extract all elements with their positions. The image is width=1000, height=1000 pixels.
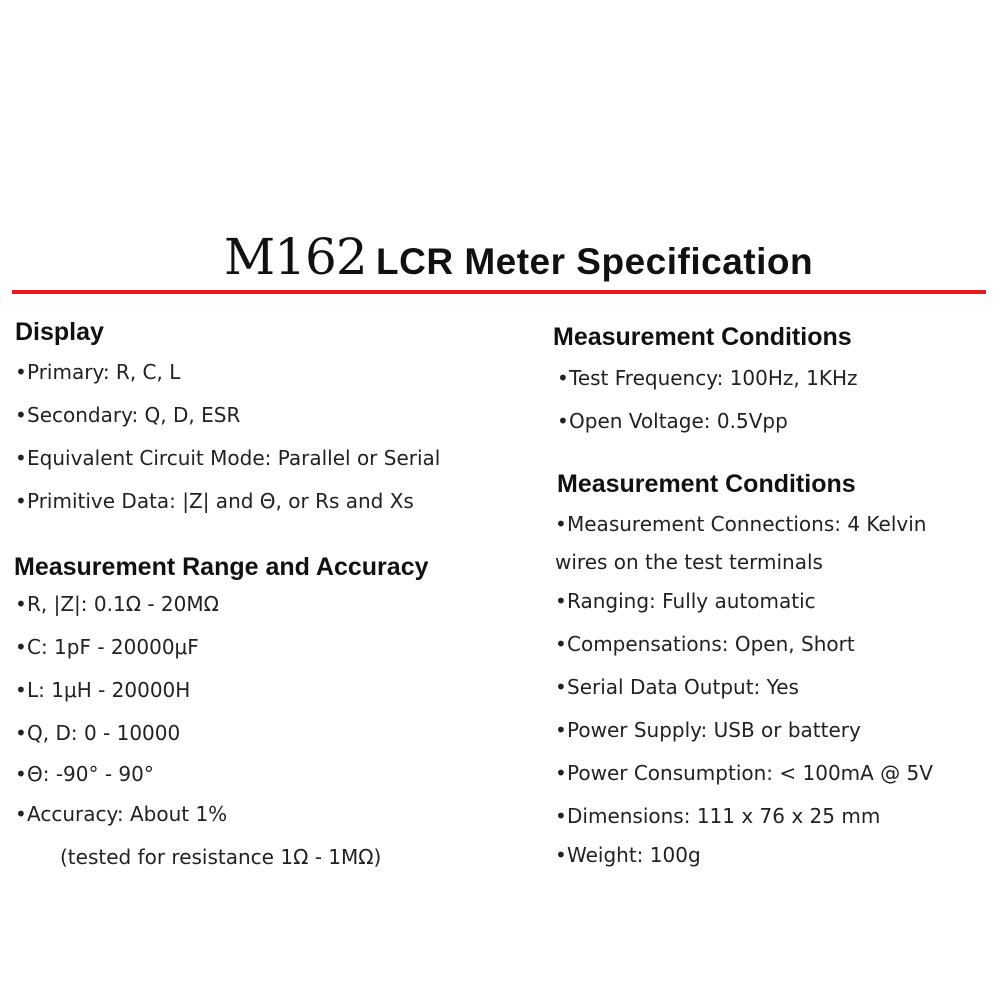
list-item bbox=[557, 408, 788, 434]
title-divider bbox=[12, 290, 986, 294]
item-text: Dimensions: 111 x 76 x 25 mm bbox=[567, 804, 881, 828]
bullet-icon: • bbox=[555, 718, 567, 742]
item-text: Q, D: 0 - 10000 bbox=[27, 721, 181, 745]
display-heading: Display bbox=[15, 318, 104, 346]
item-text: Ranging: Fully automatic bbox=[567, 589, 816, 613]
item-text: Power Consumption: < 100mA @ 5V bbox=[567, 761, 933, 785]
list-item bbox=[555, 511, 926, 537]
model-name: M162 bbox=[224, 228, 367, 286]
bullet-icon: • bbox=[555, 843, 567, 867]
bullet-icon: • bbox=[555, 632, 567, 656]
bullet-icon: • bbox=[555, 761, 567, 785]
list-item bbox=[15, 591, 219, 617]
bullet-icon: • bbox=[15, 762, 27, 786]
list-item bbox=[555, 674, 799, 700]
list-item bbox=[15, 445, 440, 471]
page-title: LCR Meter Specification bbox=[376, 241, 814, 282]
bullet-icon: • bbox=[15, 360, 27, 384]
bullet-icon: • bbox=[15, 678, 27, 702]
item-text: Secondary: Q, D, ESR bbox=[27, 403, 241, 427]
item-text: Primitive Data: |Z| and Θ, or Rs and Xs bbox=[27, 489, 414, 513]
item-text: Serial Data Output: Yes bbox=[567, 675, 799, 699]
title-row bbox=[0, 228, 1000, 288]
item-text: Power Supply: USB or battery bbox=[567, 718, 861, 742]
bullet-icon: • bbox=[15, 721, 27, 745]
item-wrap-text: wires on the test terminals bbox=[555, 550, 823, 574]
item-text: R, |Z|: 0.1Ω - 20MΩ bbox=[27, 592, 219, 616]
list-item bbox=[557, 365, 858, 391]
bullet-icon: • bbox=[15, 403, 27, 427]
item-text: Accuracy: About 1% bbox=[27, 802, 228, 826]
bullet-icon: • bbox=[557, 409, 569, 433]
list-item bbox=[15, 677, 190, 703]
item-text: C: 1pF - 20000μF bbox=[27, 635, 199, 659]
bullet-icon: • bbox=[15, 635, 27, 659]
range-heading: Measurement Range and Accuracy bbox=[14, 553, 429, 581]
list-item bbox=[555, 631, 855, 657]
item-text: Weight: 100g bbox=[567, 843, 701, 867]
list-item bbox=[555, 588, 816, 614]
bullet-icon: • bbox=[15, 489, 27, 513]
item-text: Test Frequency: 100Hz, 1KHz bbox=[569, 366, 858, 390]
list-item bbox=[15, 359, 180, 385]
list-item bbox=[555, 717, 861, 743]
bullet-icon: • bbox=[557, 366, 569, 390]
list-item bbox=[15, 634, 199, 660]
bullet-icon: • bbox=[15, 802, 27, 826]
list-item bbox=[555, 842, 701, 868]
list-item bbox=[15, 488, 414, 514]
bullet-icon: • bbox=[555, 589, 567, 613]
bullet-icon: • bbox=[555, 675, 567, 699]
item-text: L: 1μH - 20000H bbox=[27, 678, 191, 702]
item-text: Compensations: Open, Short bbox=[567, 632, 855, 656]
item-text: Open Voltage: 0.5Vpp bbox=[569, 409, 788, 433]
item-text: Primary: R, C, L bbox=[27, 360, 181, 384]
list-item bbox=[15, 720, 180, 746]
list-item bbox=[15, 402, 240, 428]
item-text: Measurement Connections: 4 Kelvin bbox=[567, 512, 927, 536]
bullet-icon: • bbox=[555, 512, 567, 536]
conditions2-heading: Measurement Conditions bbox=[557, 470, 856, 498]
item-text: Θ: -90° - 90° bbox=[27, 762, 154, 786]
list-item bbox=[15, 801, 227, 827]
bullet-icon: • bbox=[15, 592, 27, 616]
conditions-heading: Measurement Conditions bbox=[553, 323, 852, 351]
bullet-icon: • bbox=[15, 446, 27, 470]
bullet-icon: • bbox=[555, 804, 567, 828]
list-item bbox=[555, 803, 880, 829]
list-item bbox=[15, 761, 154, 787]
list-item bbox=[555, 760, 933, 786]
item-text: Equivalent Circuit Mode: Parallel or Serial bbox=[27, 446, 441, 470]
accuracy-note: (tested for resistance 1Ω - 1MΩ) bbox=[60, 845, 382, 869]
